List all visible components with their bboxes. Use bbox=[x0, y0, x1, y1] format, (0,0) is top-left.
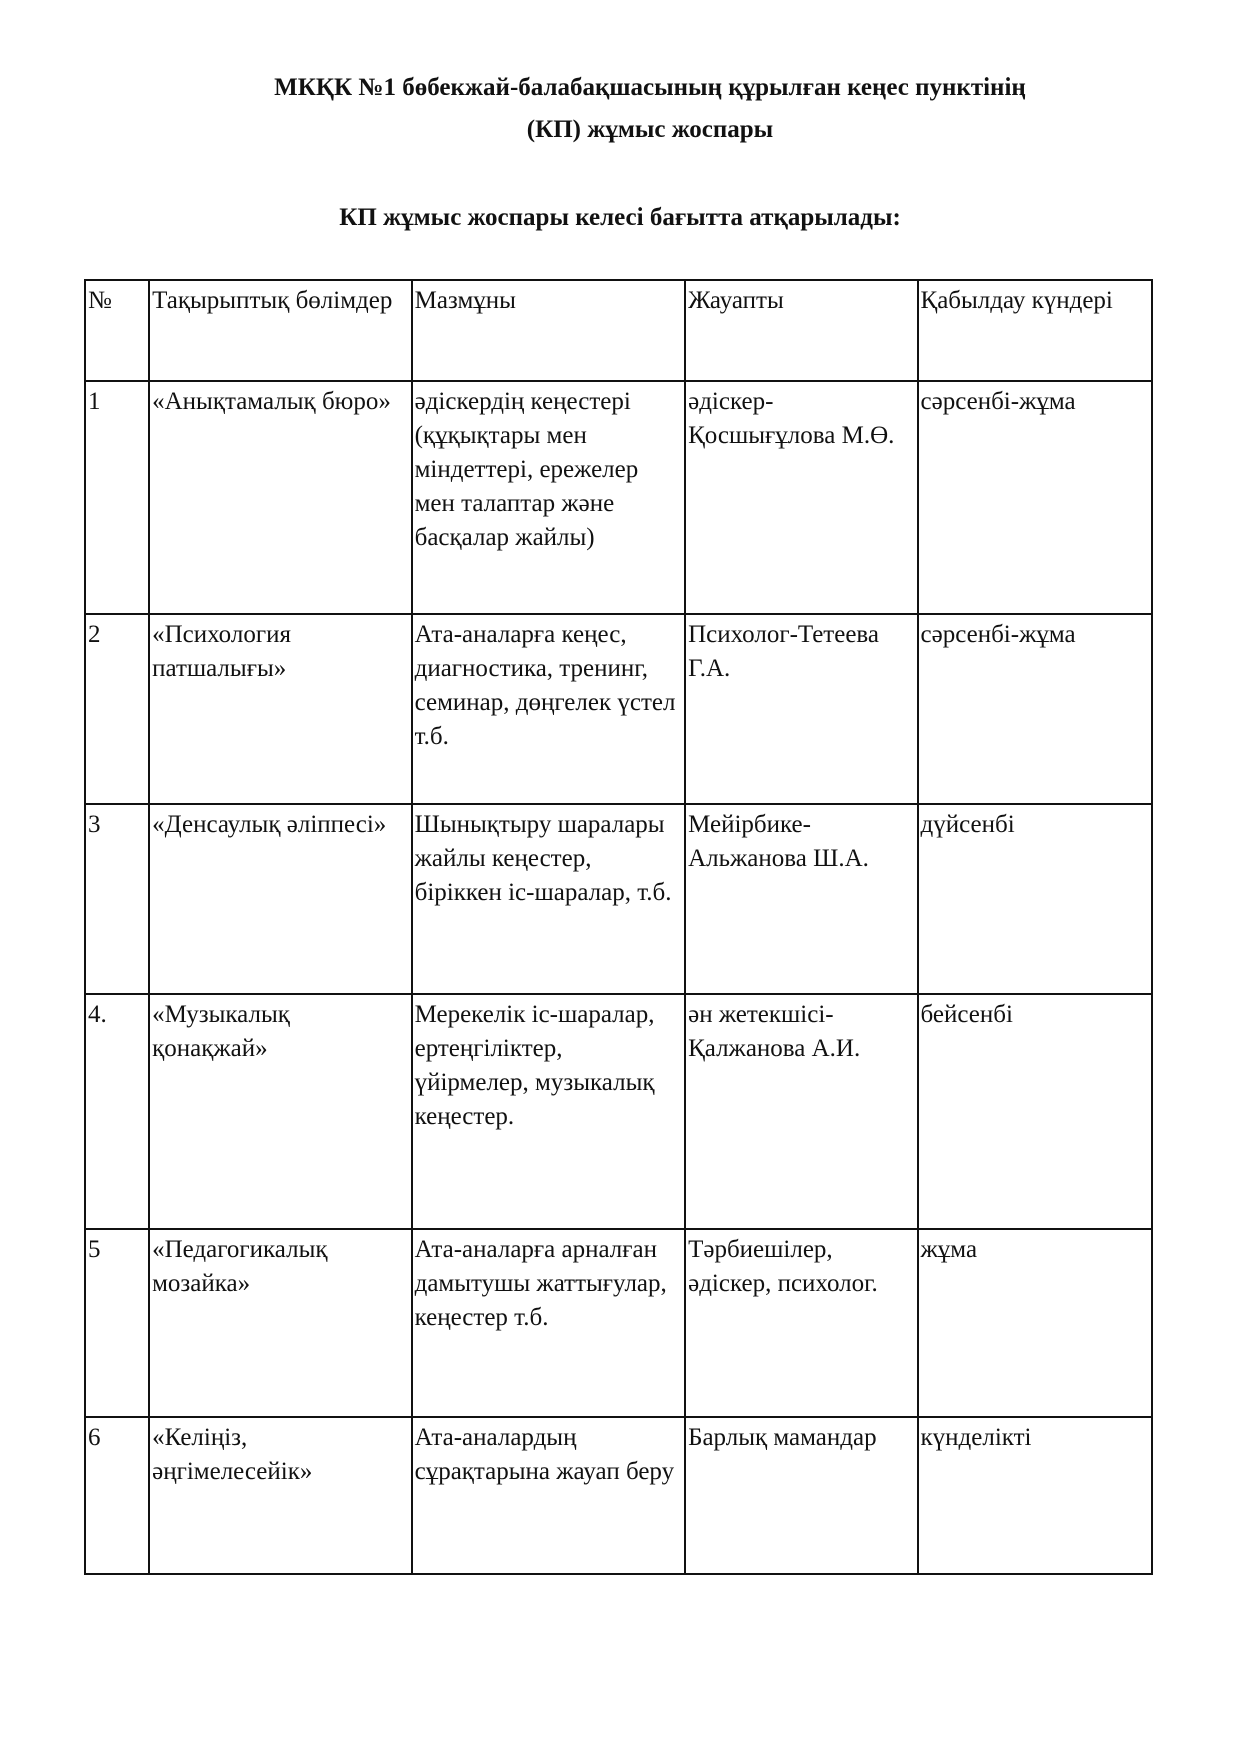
row-section: «Музыкалық қонақжай» bbox=[149, 994, 411, 1229]
header-sections: Тақырыптық бөлімдер bbox=[149, 280, 411, 381]
row-reception-days: сәрсенбі-жұма bbox=[918, 381, 1152, 614]
table-row bbox=[85, 804, 1152, 994]
row-responsible: Барлық мамандар bbox=[685, 1417, 917, 1574]
row-responsible: ән жетекшісі-Қалжанова А.И. bbox=[685, 994, 917, 1229]
table-row bbox=[85, 614, 1152, 804]
row-section: «Денсаулық әліппесі» bbox=[149, 804, 411, 994]
row-number: 5 bbox=[85, 1229, 149, 1417]
document-title-line-2: (КП) жұмыс жоспары bbox=[526, 116, 774, 143]
header-content: Мазмұны bbox=[412, 280, 686, 381]
row-responsible: Психолог-Тетеева Г.А. bbox=[685, 614, 917, 804]
row-reception-days: бейсенбі bbox=[918, 994, 1152, 1229]
row-number: 6 bbox=[85, 1417, 149, 1574]
work-plan-table bbox=[84, 279, 1153, 1575]
row-content: Ата-аналардың сұрақтарына жауап беру bbox=[412, 1417, 686, 1574]
row-responsible: әдіскер-Қосшығұлова М.Ө. bbox=[685, 381, 917, 614]
row-reception-days: сәрсенбі-жұма bbox=[918, 614, 1152, 804]
header-responsible: Жауапты bbox=[685, 280, 917, 381]
row-reception-days: күнделікті bbox=[918, 1417, 1152, 1574]
row-reception-days: жұма bbox=[918, 1229, 1152, 1417]
row-section: «Келіңіз, әңгімелесейік» bbox=[149, 1417, 411, 1574]
document-title-line-1: МКҚК №1 бөбекжай-балабақшасының құрылған кеңес пунктінің bbox=[274, 74, 1026, 101]
row-content: Мерекелік іс-шаралар, ертеңгіліктер, үйірмелер, музыкалық кеңестер. bbox=[412, 994, 686, 1229]
table-row bbox=[85, 994, 1152, 1229]
header-number: № bbox=[85, 280, 149, 381]
row-responsible: Тәрбиешілер, әдіскер, психолог. bbox=[685, 1229, 917, 1417]
row-reception-days: дүйсенбі bbox=[918, 804, 1152, 994]
row-content: Ата-аналарға кеңес, диагностика, тренинг, семинар, дөңгелек үстел т.б. bbox=[412, 614, 686, 804]
row-number: 1 bbox=[85, 381, 149, 614]
row-number: 4. bbox=[85, 994, 149, 1229]
table-row bbox=[85, 1229, 1152, 1417]
table-header-row bbox=[85, 280, 1152, 381]
table-row bbox=[85, 1417, 1152, 1574]
row-section: «Педагогикалық мозайка» bbox=[149, 1229, 411, 1417]
row-number: 3 bbox=[85, 804, 149, 994]
row-content: Ата-аналарға арналған дамытушы жаттығулар, кеңестер т.б. bbox=[412, 1229, 686, 1417]
document-subtitle: КП жұмыс жоспары келесі бағытта атқарылады: bbox=[339, 204, 901, 231]
row-section: «Анықтамалық бюро» bbox=[149, 381, 411, 614]
row-section: «Психология патшалығы» bbox=[149, 614, 411, 804]
header-reception-days: Қабылдау күндері bbox=[918, 280, 1152, 381]
row-number: 2 bbox=[85, 614, 149, 804]
row-content: әдіскердің кеңестері (құқықтары мен міндеттері, ережелер мен талаптар және басқалар жайлы) bbox=[412, 381, 686, 614]
table-row bbox=[85, 381, 1152, 614]
row-content: Шынықтыру шаралары жайлы кеңестер, біріккен іс-шаралар, т.б. bbox=[412, 804, 686, 994]
row-responsible: Мейірбике-Альжанова Ш.А. bbox=[685, 804, 917, 994]
